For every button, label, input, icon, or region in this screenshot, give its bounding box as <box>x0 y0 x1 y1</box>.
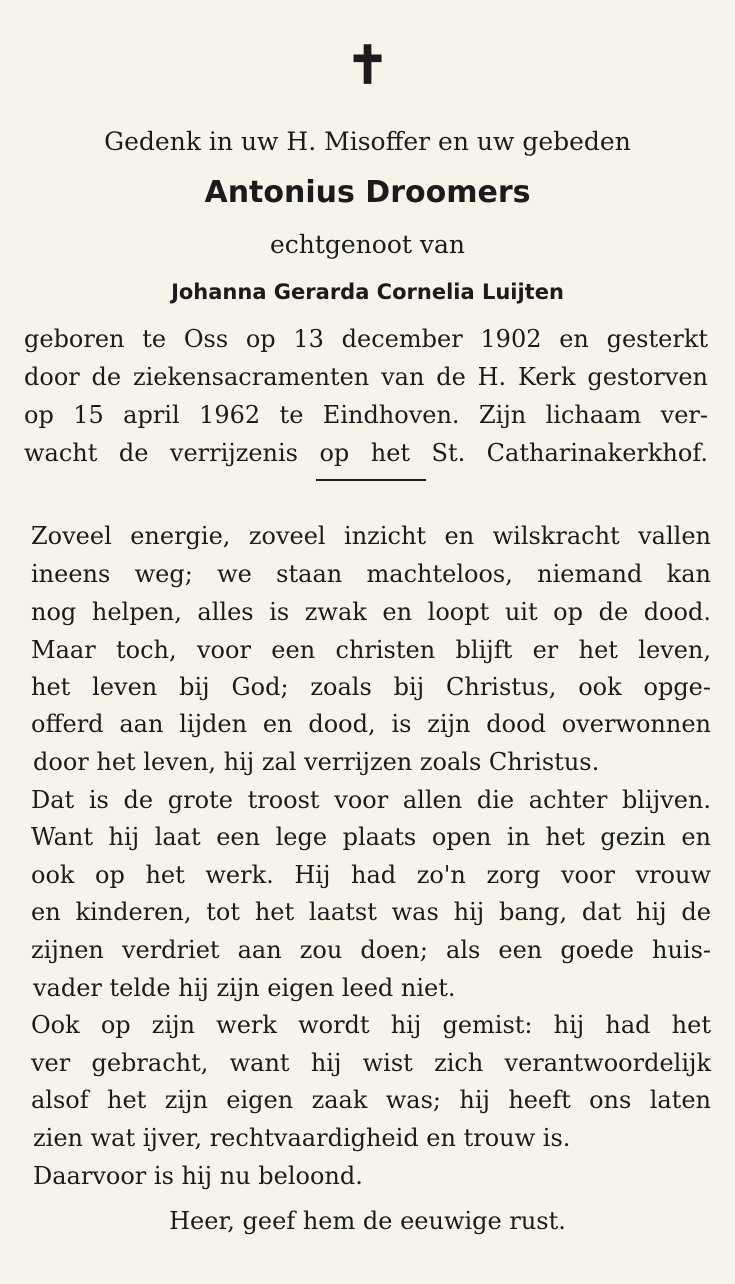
cross-icon: ✝ <box>345 35 390 96</box>
text-line: en kinderen, tot het laatst was hij bang, dat hij de <box>31 898 711 926</box>
biography-line: wacht de verrijzenis op het St. Catharinakerkhof. <box>24 439 708 467</box>
text-line: Ook op zijn werk wordt hij gemist: hij had het <box>31 1011 711 1039</box>
biography-line: op 15 april 1962 te Eindhoven. Zijn lichaam ver- <box>24 401 708 429</box>
text-line: Maar toch, voor een christen blijft er het leven, <box>31 636 711 664</box>
text-line: nog helpen, alles is zwak en loopt uit op de dood. <box>31 598 711 626</box>
intro-line: Gedenk in uw H. Misoffer en uw gebeden <box>104 127 631 156</box>
text-line: het leven bij God; zoals bij Christus, ook opge- <box>31 673 711 701</box>
biography-line: geboren te Oss op 13 december 1902 en gesterkt <box>24 325 708 353</box>
text-line: Dat is de grote troost voor allen die achter blijven. <box>31 786 711 814</box>
text-line: zijnen verdriet aan zou doen; als een goede huis- <box>31 936 711 964</box>
text-line: offerd aan lijden en dood, is zijn dood overwonnen <box>31 710 711 738</box>
deceased-name: Antonius Droomers <box>204 175 531 210</box>
text-line: alsof het zijn eigen zaak was; hij heeft ons laten <box>31 1086 711 1114</box>
spouse-label: echtgenoot van <box>269 230 466 259</box>
text-line: door het leven, hij zal verrijzen zoals Christus. <box>33 748 600 776</box>
text-line: ook op het werk. Hij had zo'n zorg voor vrouw <box>31 861 711 889</box>
text-line: ver gebracht, want hij wist zich verantwoordelijk <box>31 1049 711 1077</box>
text-line: Daarvoor is hij nu beloond. <box>33 1162 363 1190</box>
biography-line: door de ziekensacramenten van de H. Kerk gestorven <box>24 363 708 391</box>
text-line: Want hij laat een lege plaats open in het gezin en <box>31 823 711 851</box>
text-line: Zoveel energie, zoveel inzicht en wilskracht vallen <box>31 522 711 550</box>
text-line: vader telde hij zijn eigen leed niet. <box>33 974 456 1002</box>
divider <box>316 479 426 481</box>
text-line: ineens weg; we staan machteloos, niemand kan <box>31 560 711 588</box>
text-line: zien wat ijver, rechtvaardigheid en trouw is. <box>33 1124 571 1152</box>
spouse-name: Johanna Gerarda Cornelia Luijten <box>171 280 564 304</box>
closing-prayer: Heer, geef hem de eeuwige rust. <box>169 1207 566 1235</box>
